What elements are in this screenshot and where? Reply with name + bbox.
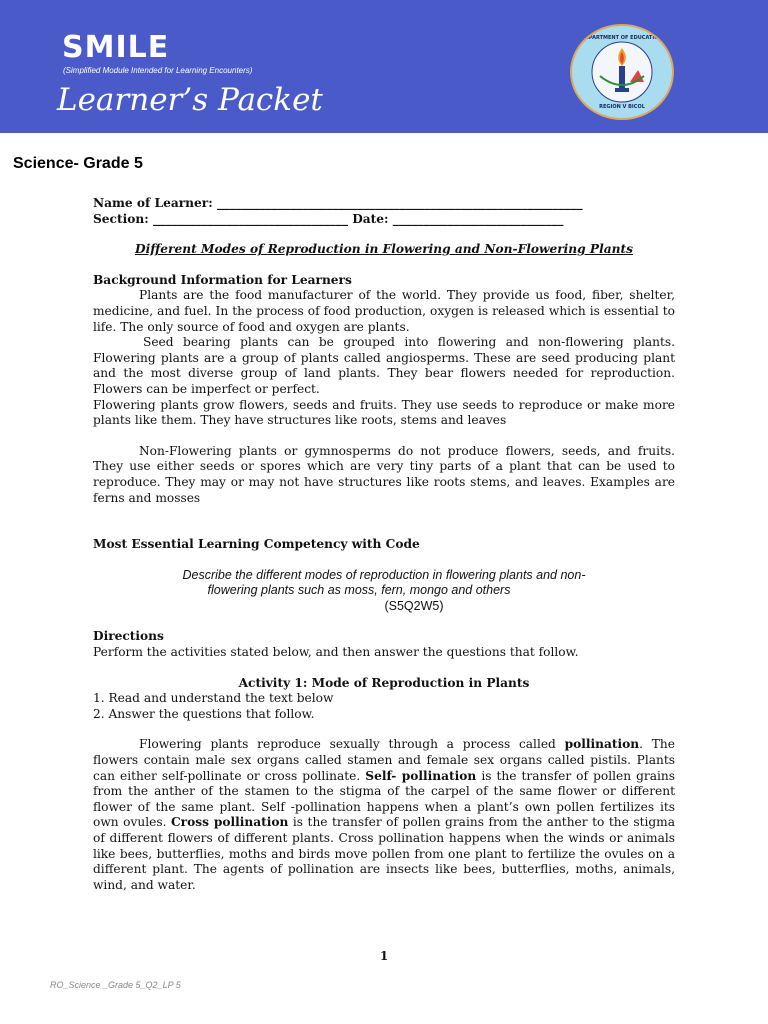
deped-seal-logo: [570, 24, 674, 120]
melc-text-line-1: Describe the different modes of reproduction in flowering plants and non-: [182, 567, 586, 582]
term-pollination: pollination: [564, 737, 640, 752]
subject-heading: Science- Grade 5: [13, 155, 143, 172]
melc-text-line-2: flowering plants such as moss, fern, mongo and others: [207, 583, 511, 598]
background-paragraph-3: Flowering plants grow flowers, seeds and fruits. They use seeds to reproduce or make more plants like them. They have structures like roots, stems and leaves: [93, 397, 675, 428]
melc-code: (S5Q2W5): [384, 598, 444, 613]
background-paragraph-2: Seed bearing plants can be grouped into flowering and non-flowering plants. Flowering plants are a group of plants called angiosperms. These are seed producing plant and the most diverse group of land plants. They bear flowers needed for reproduction. Flowers can be imperfect or perfect.: [93, 335, 675, 396]
page-number: 1: [379, 949, 389, 963]
background-paragraph-4: Non-Flowering plants or gymnosperms do not produce flowers, seeds, and fruits. They use either seeds or spores which are very tiny parts of a plant that can be used to reproduce. They may or may not have structures like roots stems, and leaves. Examples are ferns and mosses: [93, 443, 675, 505]
brand-subtitle: (Simplified Module Intended for Learning Encounters): [63, 66, 253, 75]
melc-heading: Most Essential Learning Competency with Code: [93, 537, 420, 552]
activity-title: Activity 1: Mode of Reproduction in Plants: [238, 675, 530, 690]
seal-top-text: DEPARTMENT OF EDUCATION: [581, 35, 663, 41]
name-of-learner-field[interactable]: Name of Learner: ____________________________________________________________: [93, 196, 583, 210]
background-heading: Background Information for Learners: [93, 272, 352, 287]
seal-bottom-text: REGION V BICOL: [599, 104, 645, 110]
lesson-title: Different Modes of Reproduction in Flowering and Non-Flowering Plants: [135, 242, 633, 257]
directions-text: Perform the activities stated below, and then answer the questions that follow.: [93, 645, 579, 660]
term-self-pollination: Self- pollination: [365, 768, 477, 783]
activity-step-2: 2. Answer the questions that follow.: [93, 706, 315, 721]
packet-title: Learner’s Packet: [57, 82, 323, 118]
brand-title: SMILE: [62, 30, 170, 65]
learner-fields: [93, 196, 675, 227]
header-banner: [0, 0, 768, 133]
pollination-paragraph: Flowering plants reproduce sexually through a process called pollination. The flowers contain male sex organs called stamen and female sex organs called pistils. Plants can either self-pollinate or cross pollinate. Self- pollination is the transfer of pollen grains from the anther of the stamen to the stigma of the carpel of the same flower or different flower of the same plant. Self -pollination happens when a plant’s own pollen fertilizes its own ovules. Cross pollination is the transfer of pollen grains from the anther to the stigma of different flowers of different plants. Cross pollination happens when the winds or animals like bees, butterflies, moths and birds move pollen from one plant to fertilize the ovules on a different plant. The agents of pollination are insects like bees, butterflies, moths, animals, wind, and water.: [93, 737, 675, 892]
section-date-field[interactable]: Section: ________________________________ Date: ____________________________: [93, 211, 564, 226]
directions-heading: Directions: [93, 629, 164, 644]
background-paragraph-1: Plants are the food manufacturer of the world. They provide us food, fiber, shelter, medicine, and fuel. In the process of food production, oxygen is released which is essential to life. The only source of food and oxygen are plants.: [93, 288, 675, 334]
footer-code: RO_Science _Grade 5_Q2_LP 5: [50, 980, 181, 990]
document-body: [93, 196, 675, 893]
activity-step-1: 1. Read and understand the text below: [93, 691, 334, 706]
term-cross-pollination: Cross pollination: [170, 815, 289, 830]
